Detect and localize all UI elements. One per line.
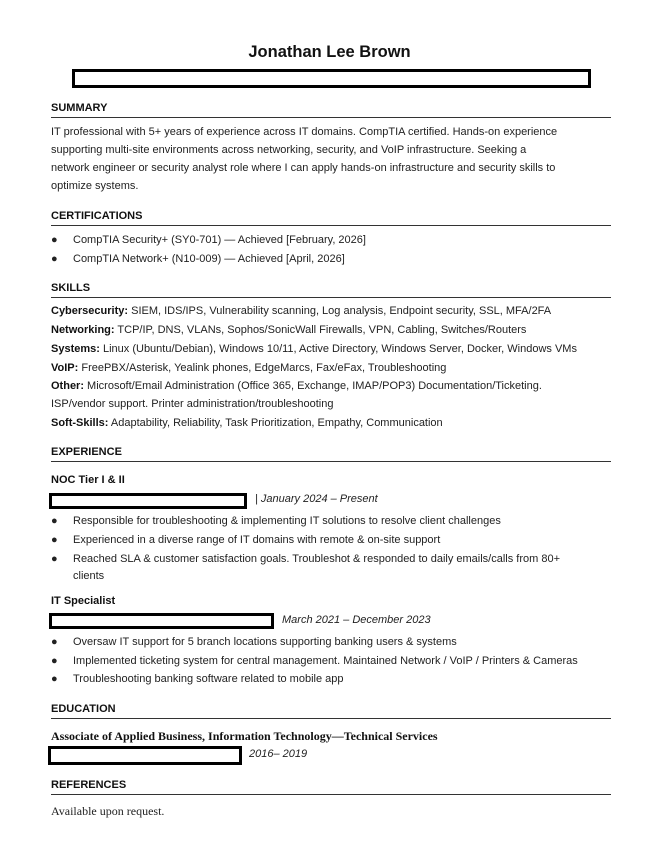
skill-text: Microsoft/Email Administration (Office 365, Exchange, IMAP/POP3) Documentation/Ticketing. (84, 380, 542, 392)
certifications-heading: CERTIFICATIONS (51, 210, 611, 226)
skills-heading: SKILLS (51, 282, 611, 298)
bullet-icon: ● (51, 655, 58, 667)
redacted-employer (49, 613, 274, 629)
job-dates: March 2021 – December 2023 (282, 614, 431, 626)
skill-text: SIEM, IDS/IPS, Vulnerability scanning, Log analysis, Endpoint security, SSL, MFA/2FA (128, 305, 552, 317)
skill-row (51, 321, 621, 339)
job-dates: | January 2024 – Present (255, 493, 378, 505)
summary-line: supporting multi-site environments across networking, security, and VoIP infrastructure. Seeking a (51, 144, 527, 156)
bullet-icon: ● (51, 234, 58, 246)
job-bullet-text: Experienced in a diverse range of IT domains with remote & on-site support (73, 534, 441, 546)
skill-label: Cybersecurity: (51, 305, 129, 317)
bullet-icon: ● (51, 673, 58, 685)
references-text: Available upon request. (51, 804, 165, 818)
skill-text: ISP/vendor support. Printer administration/troubleshooting (51, 398, 334, 410)
skill-row (51, 340, 621, 358)
bullet-icon: ● (51, 534, 58, 546)
job-title: NOC Tier I & II (51, 474, 125, 486)
redacted-institution (48, 746, 242, 765)
redacted-employer (49, 493, 247, 509)
bullet-icon: ● (51, 553, 58, 565)
skill-text: Linux (Ubuntu/Debian), Windows 10/11, Active Directory, Windows Server, Docker, Windows VMs (99, 343, 577, 355)
job-bullet-text: clients (73, 570, 105, 582)
summary-line: optimize systems. (51, 180, 139, 192)
skill-label: VoIP: (51, 362, 79, 374)
certification-text: CompTIA Security+ (SY0-701) — Achieved [February, 2026] (73, 234, 366, 246)
redacted-contact-info (72, 69, 591, 88)
summary-line: IT professional with 5+ years of experience across IT domains. CompTIA certified. Hands-on experience (51, 126, 558, 138)
job-title: IT Specialist (51, 595, 116, 607)
bullet-icon: ● (51, 253, 58, 265)
skill-label: Other: (51, 380, 84, 392)
skill-row (51, 414, 621, 432)
degree-title: Associate of Applied Business, Information Technology—Technical Services (51, 729, 438, 743)
skill-text: TCP/IP, DNS, VLANs, Sophos/SonicWall Firewalls, VPN, Cabling, Switches/Routers (114, 324, 527, 336)
summary-heading: SUMMARY (51, 102, 611, 118)
references-heading: REFERENCES (51, 779, 611, 795)
education-dates: 2016– 2019 (249, 748, 308, 760)
job-bullet-text: Responsible for troubleshooting & implementing IT solutions to resolve client challenges (73, 515, 501, 527)
skill-row (51, 395, 621, 413)
job-bullet-text: Implemented ticketing system for central management. Maintained Network / VoIP / Printers & Cameras (73, 655, 578, 667)
bullet-icon: ● (51, 515, 58, 527)
job-bullet-text: Reached SLA & customer satisfaction goals. Troubleshot & responded to daily emails/calls from 80+ (73, 553, 561, 565)
job-bullet-text: Oversaw IT support for 5 branch locations supporting banking users & systems (73, 636, 457, 648)
certification-text: CompTIA Network+ (N10-009) — Achieved [April, 2026] (73, 253, 345, 265)
skill-row (51, 359, 621, 377)
skill-label: Systems: (51, 343, 100, 355)
summary-line: network engineer or security analyst role where I can apply hands-on infrastructure and security skills to (51, 162, 556, 174)
experience-heading: EXPERIENCE (51, 446, 611, 462)
skill-label: Networking: (51, 324, 115, 336)
skill-row (51, 302, 621, 320)
summary-text (51, 123, 611, 195)
bullet-icon: ● (51, 636, 58, 648)
education-heading: EDUCATION (51, 703, 611, 719)
candidate-name: Jonathan Lee Brown (248, 43, 411, 61)
skill-text: Adaptability, Reliability, Task Prioritization, Empathy, Communication (108, 417, 443, 429)
skill-text: FreePBX/Asterisk, Yealink phones, EdgeMarcs, Fax/eFax, Troubleshooting (78, 362, 447, 374)
job-bullet-text: Troubleshooting banking software related to mobile app (73, 673, 344, 685)
skill-row (51, 377, 621, 395)
skill-label: Soft-Skills: (51, 417, 109, 429)
